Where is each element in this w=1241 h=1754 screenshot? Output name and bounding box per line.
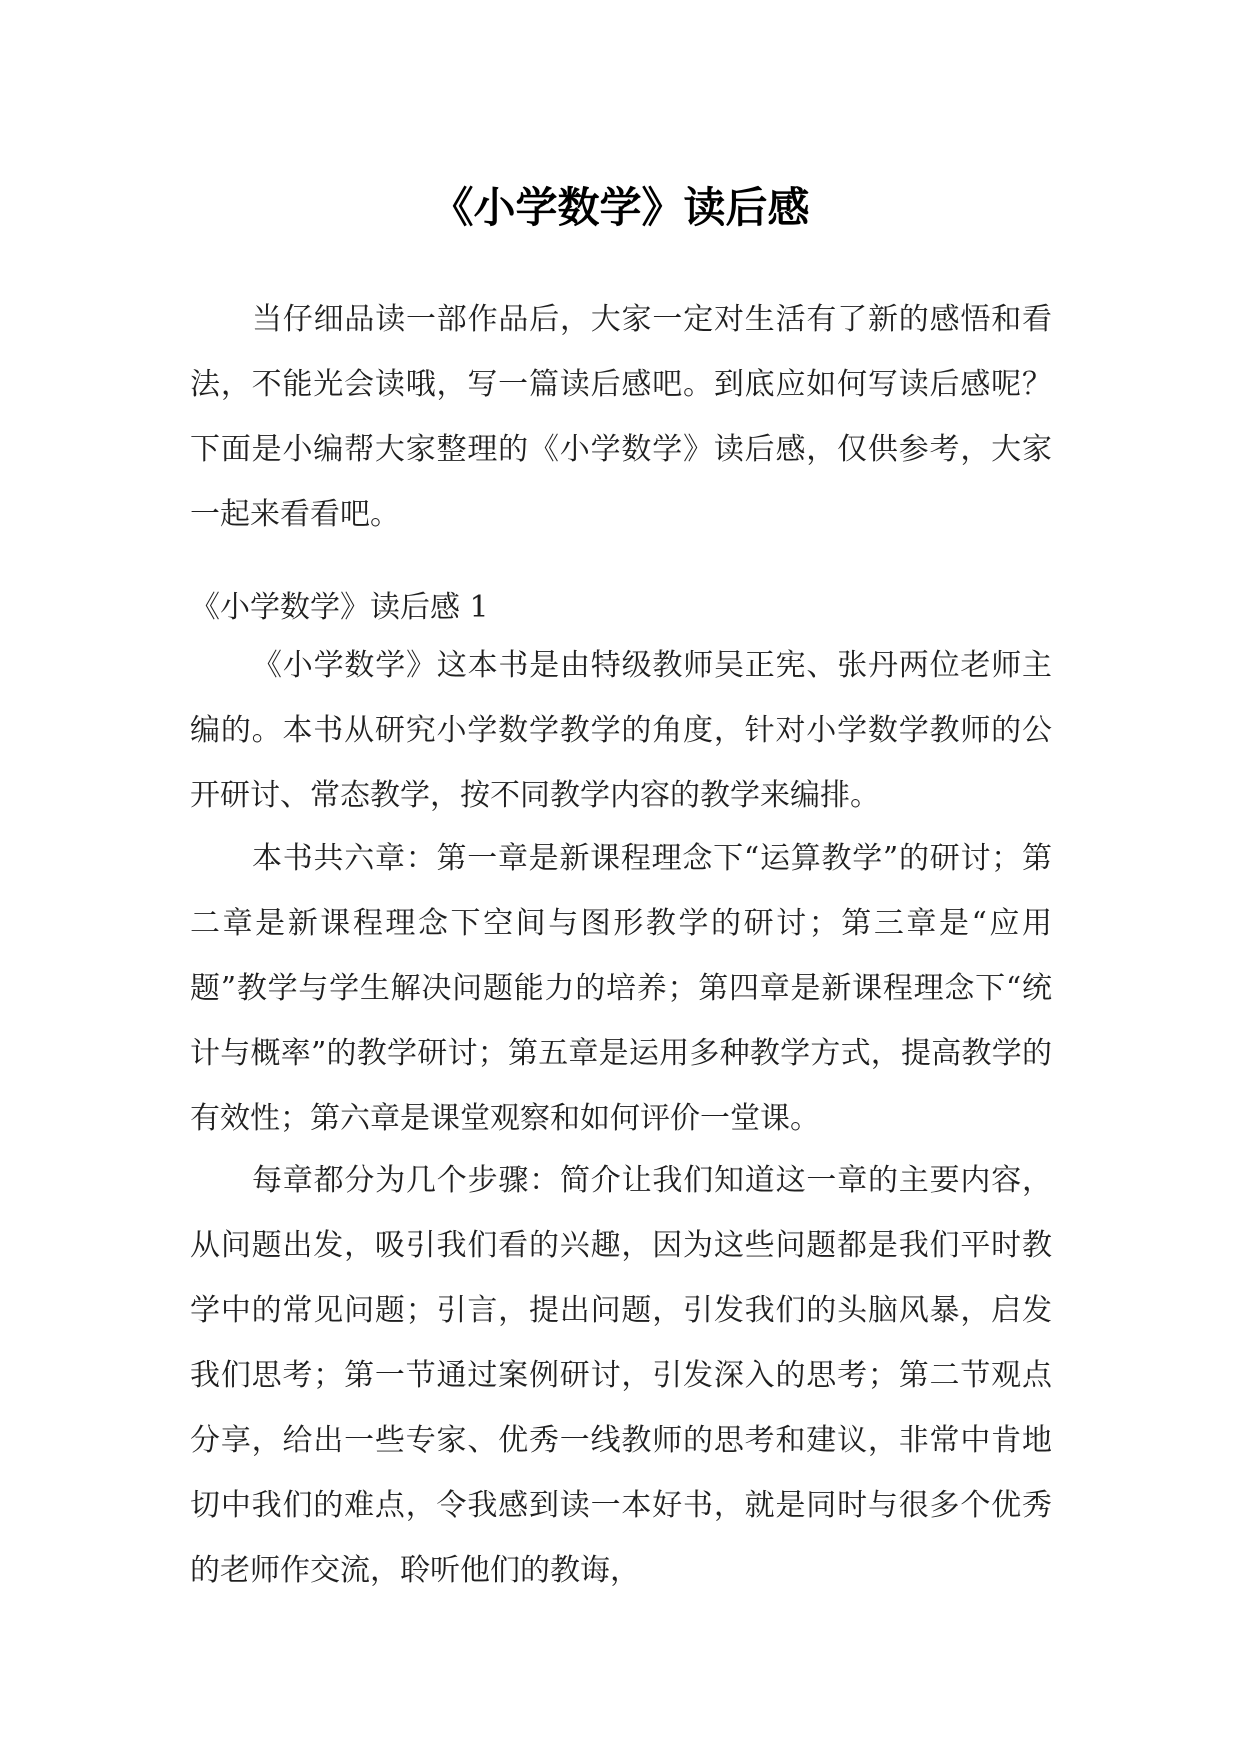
body-paragraph: 每章都分为几个步骤：简介让我们知道这一章的主要内容，从问题出发，吸引我们看的兴趣，因为这些问题都是我们平时教学中的常见问题；引言，提出问题，引发我们的头脑风暴，启发我们思考；第一节通过案例研讨，引发深入的思考；第二节观点分享，给出一些专家、优秀一线教师的思考和建议，非常中肯地切中我们的难点，令我感到读一本好书，就是同时与很多个优秀的老师作交流，聆听他们的教诲， (190, 1163, 1052, 1588)
section-heading: 《小学数学》读后感 1 (190, 590, 489, 625)
body-paragraph: 本书共六章：第一章是新课程理念下“运算教学”的研讨；第二章是新课程理念下空间与图形教学的研讨；第三章是“应用题”教学与学生解决问题能力的培养；第四章是新课程理念下“统计与概率”的教学研讨；第五章是运用多种教学方式，提高教学的有效性；第六章是课堂观察和如何评价一堂课。 (190, 841, 1052, 1136)
document-title: 《小学数学》读后感 (431, 183, 810, 233)
body-paragraph: 《小学数学》这本书是由特级教师吴正宪、张丹两位老师主编的。本书从研究小学数学教学的角度，针对小学数学教师的公开研讨、常态教学，按不同教学内容的教学来编排。 (190, 648, 1052, 813)
intro-paragraph: 当仔细品读一部作品后，大家一定对生活有了新的感悟和看法，不能光会读哦，写一篇读后感吧。到底应如何写读后感呢？下面是小编帮大家整理的《小学数学》读后感，仅供参考，大家一起来看看吧。 (190, 302, 1052, 532)
